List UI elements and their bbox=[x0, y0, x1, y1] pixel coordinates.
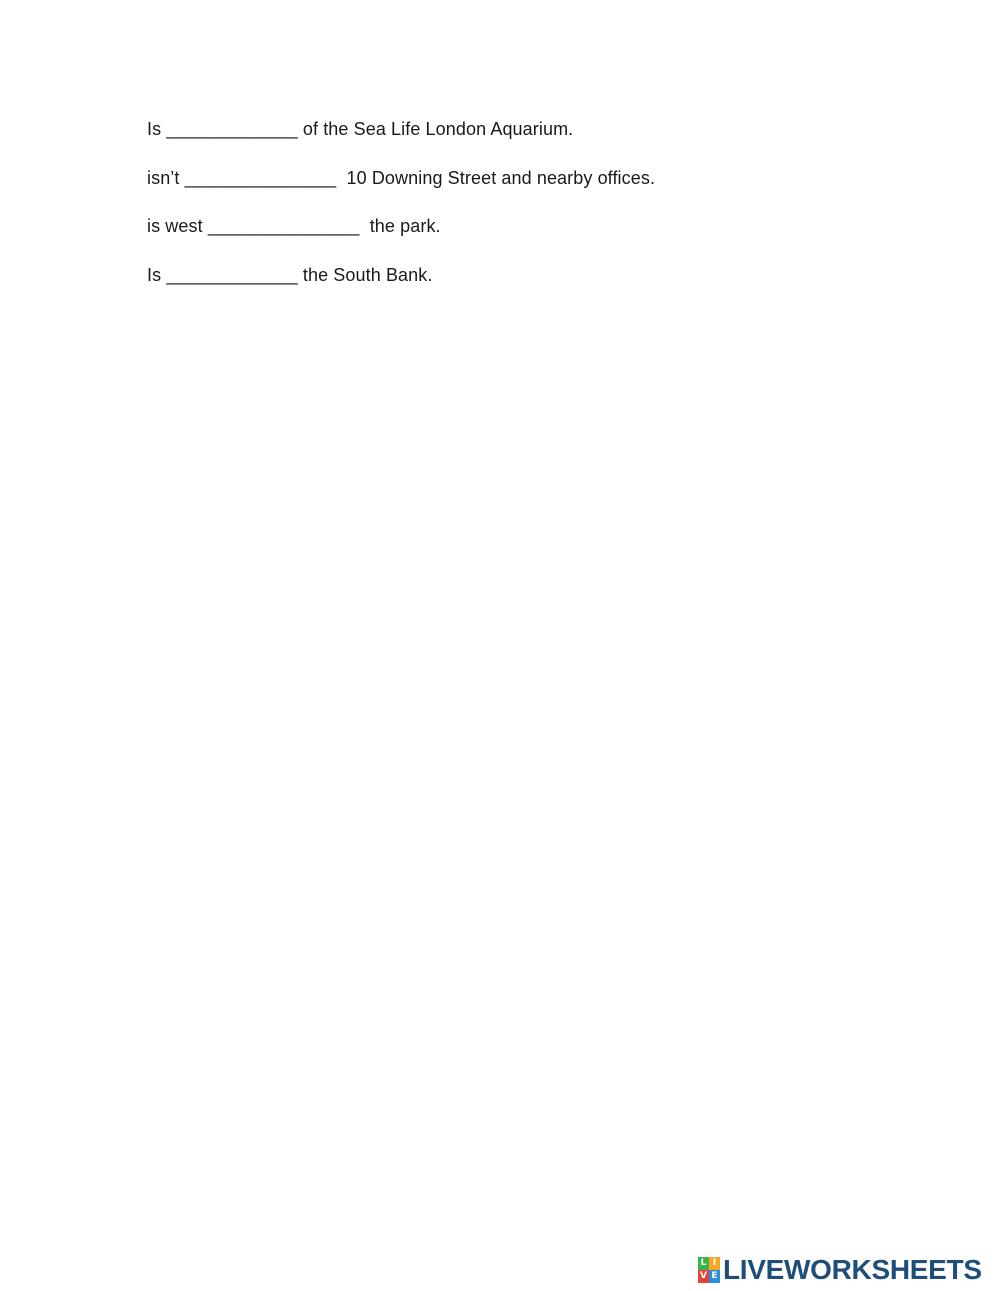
badge-letter-e: E bbox=[709, 1270, 720, 1283]
sentence-3-end: the park. bbox=[364, 216, 441, 236]
blank-2[interactable]: _______________ bbox=[184, 168, 337, 188]
blank-3[interactable]: _______________ bbox=[207, 216, 360, 236]
sentence-1-start: Is bbox=[147, 119, 162, 139]
blank-1[interactable]: _____________ bbox=[166, 119, 298, 139]
sentence-3 bbox=[147, 215, 441, 237]
sentence-3-start: is west bbox=[147, 216, 203, 236]
sentence-4 bbox=[147, 264, 432, 286]
badge-letter-i: I bbox=[709, 1257, 720, 1270]
sentence-2-start: isn’t bbox=[147, 168, 180, 188]
sentence-2 bbox=[147, 167, 655, 189]
sentence-4-end: the South Bank. bbox=[302, 265, 433, 285]
sentence-2-end: 10 Downing Street and nearby offices. bbox=[341, 168, 656, 188]
logo-wordmark: LIVEWORKSHEETS bbox=[723, 1254, 982, 1285]
badge-letter-v: V bbox=[698, 1270, 709, 1283]
live-badge-icon bbox=[698, 1257, 720, 1283]
liveworksheets-logo bbox=[698, 1256, 982, 1284]
sentence-1-end: of the Sea Life London Aquarium. bbox=[302, 119, 574, 139]
sentence-4-start: Is bbox=[147, 265, 162, 285]
badge-letter-l: L bbox=[698, 1257, 709, 1270]
blank-4[interactable]: _____________ bbox=[166, 265, 298, 285]
sentence-1 bbox=[147, 118, 573, 140]
